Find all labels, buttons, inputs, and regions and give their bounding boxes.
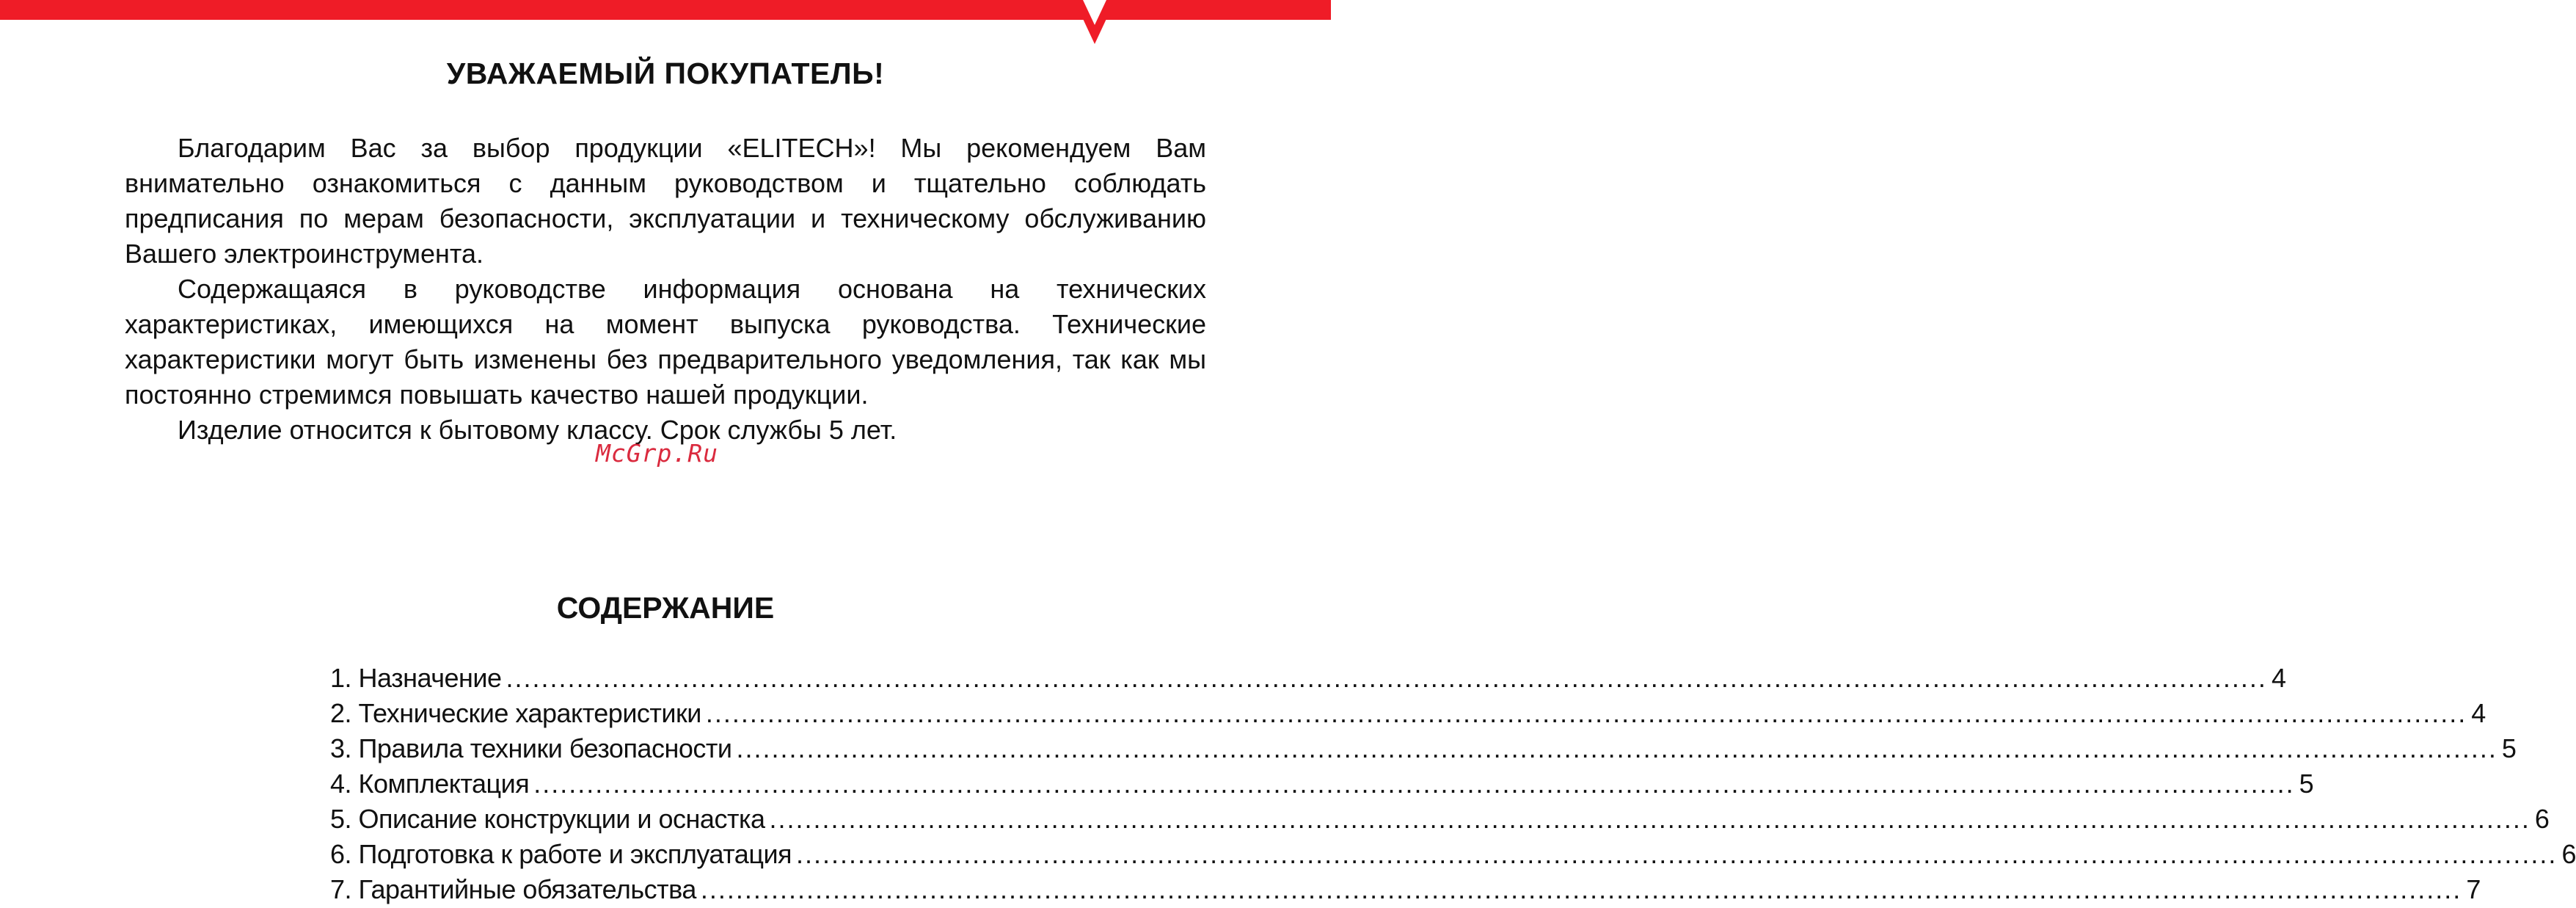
toc-item: [330, 837, 2576, 872]
intro-paragraph-3: Изделие относится к бытовому классу. Срок службы 5 лет.: [178, 415, 897, 445]
intro-paragraph-2: Содержащаяся в руководстве информация основана на технических характеристиках, имеющихся на момент выпуска руководства. Технические характеристики могут быть изменены без предварительного уведомления, так как мы постоянно стремимся повышать качество нашей продукции.: [125, 274, 1206, 410]
toc-item-page: 4: [2471, 698, 2486, 728]
toc-item: [330, 731, 2517, 766]
toc-title: СОДЕРЖАНИЕ: [556, 591, 775, 625]
toc-item-label: 4. Комплектация: [330, 769, 530, 799]
toc-leader-dots: ........................................................................................................................................................................................................: [700, 874, 2462, 904]
toc-item-label: 1. Назначение: [330, 663, 502, 693]
red-chevron-marker: [1074, 0, 1115, 44]
toc-item-page: 5: [2299, 769, 2314, 799]
toc-item-label: 3. Правила техники безопасности: [330, 733, 732, 763]
table-of-contents: [330, 661, 2576, 907]
toc-item-label: 7. Гарантийные обязательства: [330, 874, 696, 904]
toc-item-page: 7: [2466, 874, 2481, 904]
toc-leader-dots: ........................................................................................................................................................................................................: [506, 663, 2267, 693]
intro-paragraph-1: Благодарим Вас за выбор продукции «ELITECH»! Мы рекомендуем Вам внимательно ознакомиться с данным руководством и тщательно соблюдать предписания по мерам безопасности, эксплуатации и техническому обслуживанию Вашего электроинструмента.: [125, 133, 1206, 269]
toc-item-page: 5: [2501, 733, 2517, 763]
greeting-title: УВАЖАЕМЫЙ ПОКУПАТЕЛЬ!: [446, 57, 885, 90]
toc-item: [330, 766, 2314, 802]
toc-leader-dots: ........................................................................................................................................................................................................: [533, 769, 2295, 799]
toc-item-page: 6: [2534, 804, 2550, 834]
toc-leader-dots: ........................................................................................................................................................................................................: [705, 698, 2467, 728]
red-band: [0, 0, 1331, 20]
toc-leader-dots: ........................................................................................................................................................................................................: [796, 839, 2558, 869]
toc-item-label: 5. Описание конструкции и оснастка: [330, 804, 765, 834]
top-red-bar: [0, 0, 1331, 20]
toc-item: [330, 661, 2286, 696]
toc-item-page: 4: [2271, 663, 2286, 693]
toc-item-label: 6. Подготовка к работе и эксплуатация: [330, 839, 792, 869]
toc-leader-dots: ........................................................................................................................................................................................................: [769, 804, 2531, 834]
watermark: McGrp.Ru: [596, 439, 718, 468]
toc-item-page: 6: [2561, 839, 2576, 869]
toc-item: [330, 802, 2550, 837]
toc-leader-dots: ........................................................................................................................................................................................................: [736, 733, 2497, 763]
intro-text: [125, 131, 1206, 448]
toc-item: [330, 872, 2481, 907]
toc-item: [330, 696, 2486, 731]
toc-item-label: 2. Технические характеристики: [330, 698, 701, 728]
